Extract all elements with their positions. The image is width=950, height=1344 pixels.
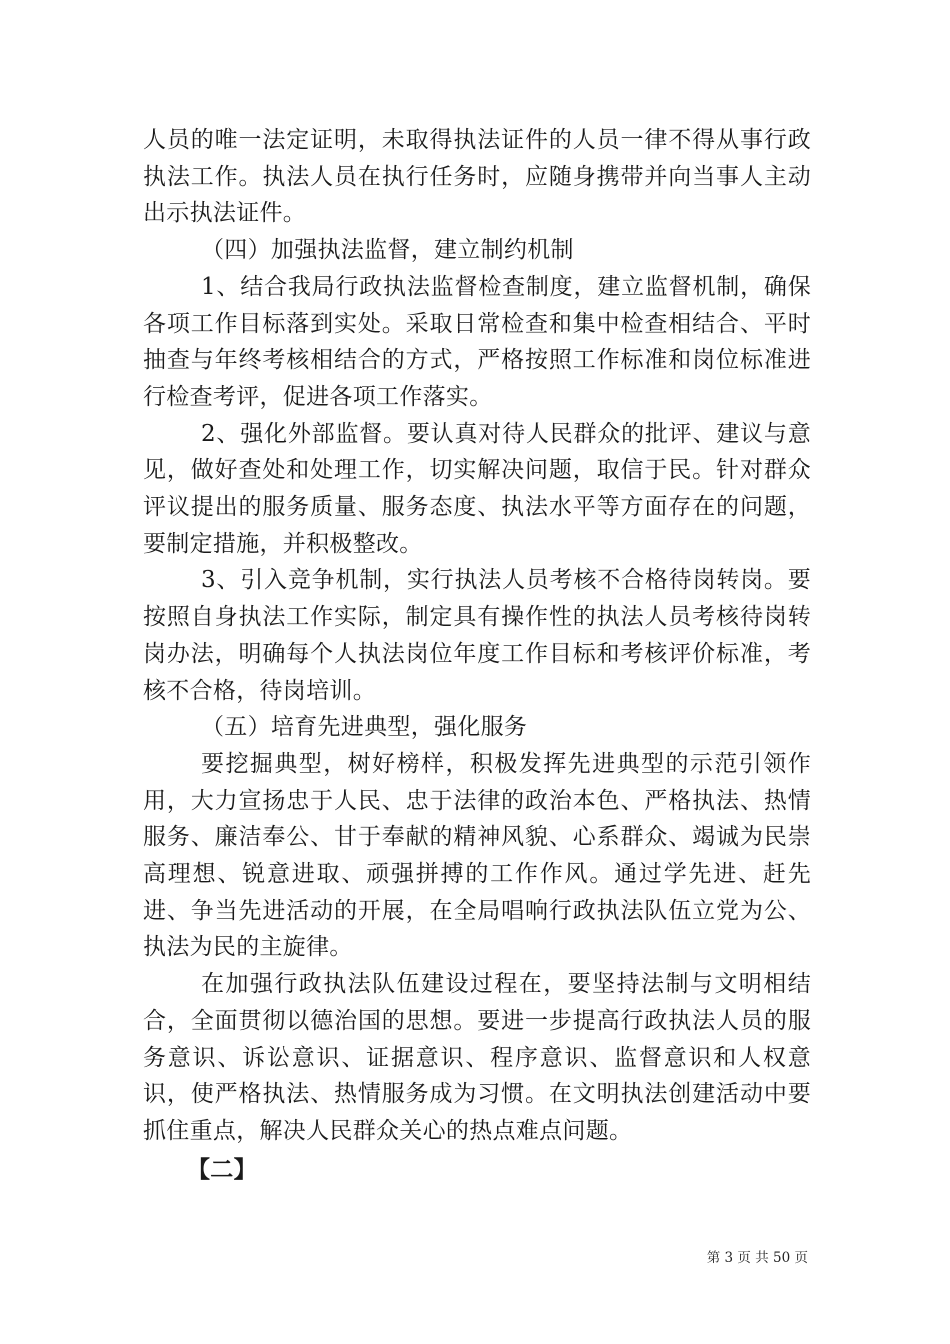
page-number: 第 3 页 共 50 页	[706, 1250, 808, 1266]
section-mark: 【二】	[187, 1155, 257, 1183]
paragraph-continuation: 人员的唯一法定证明，未取得执法证件的人员一律不得从事行政执法工作。执法人员在执行任务时，应随身携带并向当事人主动出示执法证件。	[143, 127, 811, 227]
section-heading-5: （五）培育先进典型，强化服务	[201, 714, 528, 741]
section-heading-4: （四）加强执法监督，建立制约机制	[201, 237, 574, 264]
paragraph-item-2: 2、强化外部监督。要认真对待人民群众的批评、建议与意见，做好查处和处理工作，切实解决问题，取信于民。针对群众评议提出的服务质量、服务态度、执法水平等方面存在的问题，要制定措施，并积极整改。	[143, 420, 811, 557]
paragraph-item-3: 3、引入竞争机制，实行执法人员考核不合格待岗转岗。要按照自身执法工作实际，制定具有操作性的执法人员考核待岗转岗办法，明确每个人执法岗位年度工作目标和考核评价标准，考核不合格，待岗培训。	[143, 567, 811, 704]
paragraph-typical-models: 要挖掘典型，树好榜样，积极发挥先进典型的示范引领作用，大力宣扬忠于人民、忠于法律的政治本色、严格执法、热情服务、廉洁奉公、甘于奉献的精神风貌、心系群众、竭诚为民崇高理想、锐意进取、顽强拼搏的工作作风。通过学先进、赶先进、争当先进活动的开展，在全局唱响行政执法队伍立党为公、执法为民的主旋律。	[143, 750, 811, 961]
paragraph-item-1: 1、结合我局行政执法监督检查制度，建立监督机制，确保各项工作目标落到实处。采取日常检查和集中检查相结合、平时抽查与年终考核相结合的方式，严格按照工作标准和岗位标准进行检查考评，促进各项工作落实。	[143, 273, 811, 410]
paragraph-conclusion: 在加强行政执法队伍建设过程在，要坚持法制与文明相结合，全面贯彻以德治国的思想。要进一步提高行政执法人员的服务意识、诉讼意识、证据意识、程序意识、监督意识和人权意识，使严格执法、热情服务成为习惯。在文明执法创建活动中要抓住重点，解决人民群众关心的热点难点问题。	[143, 971, 811, 1144]
document-body	[143, 122, 811, 1188]
